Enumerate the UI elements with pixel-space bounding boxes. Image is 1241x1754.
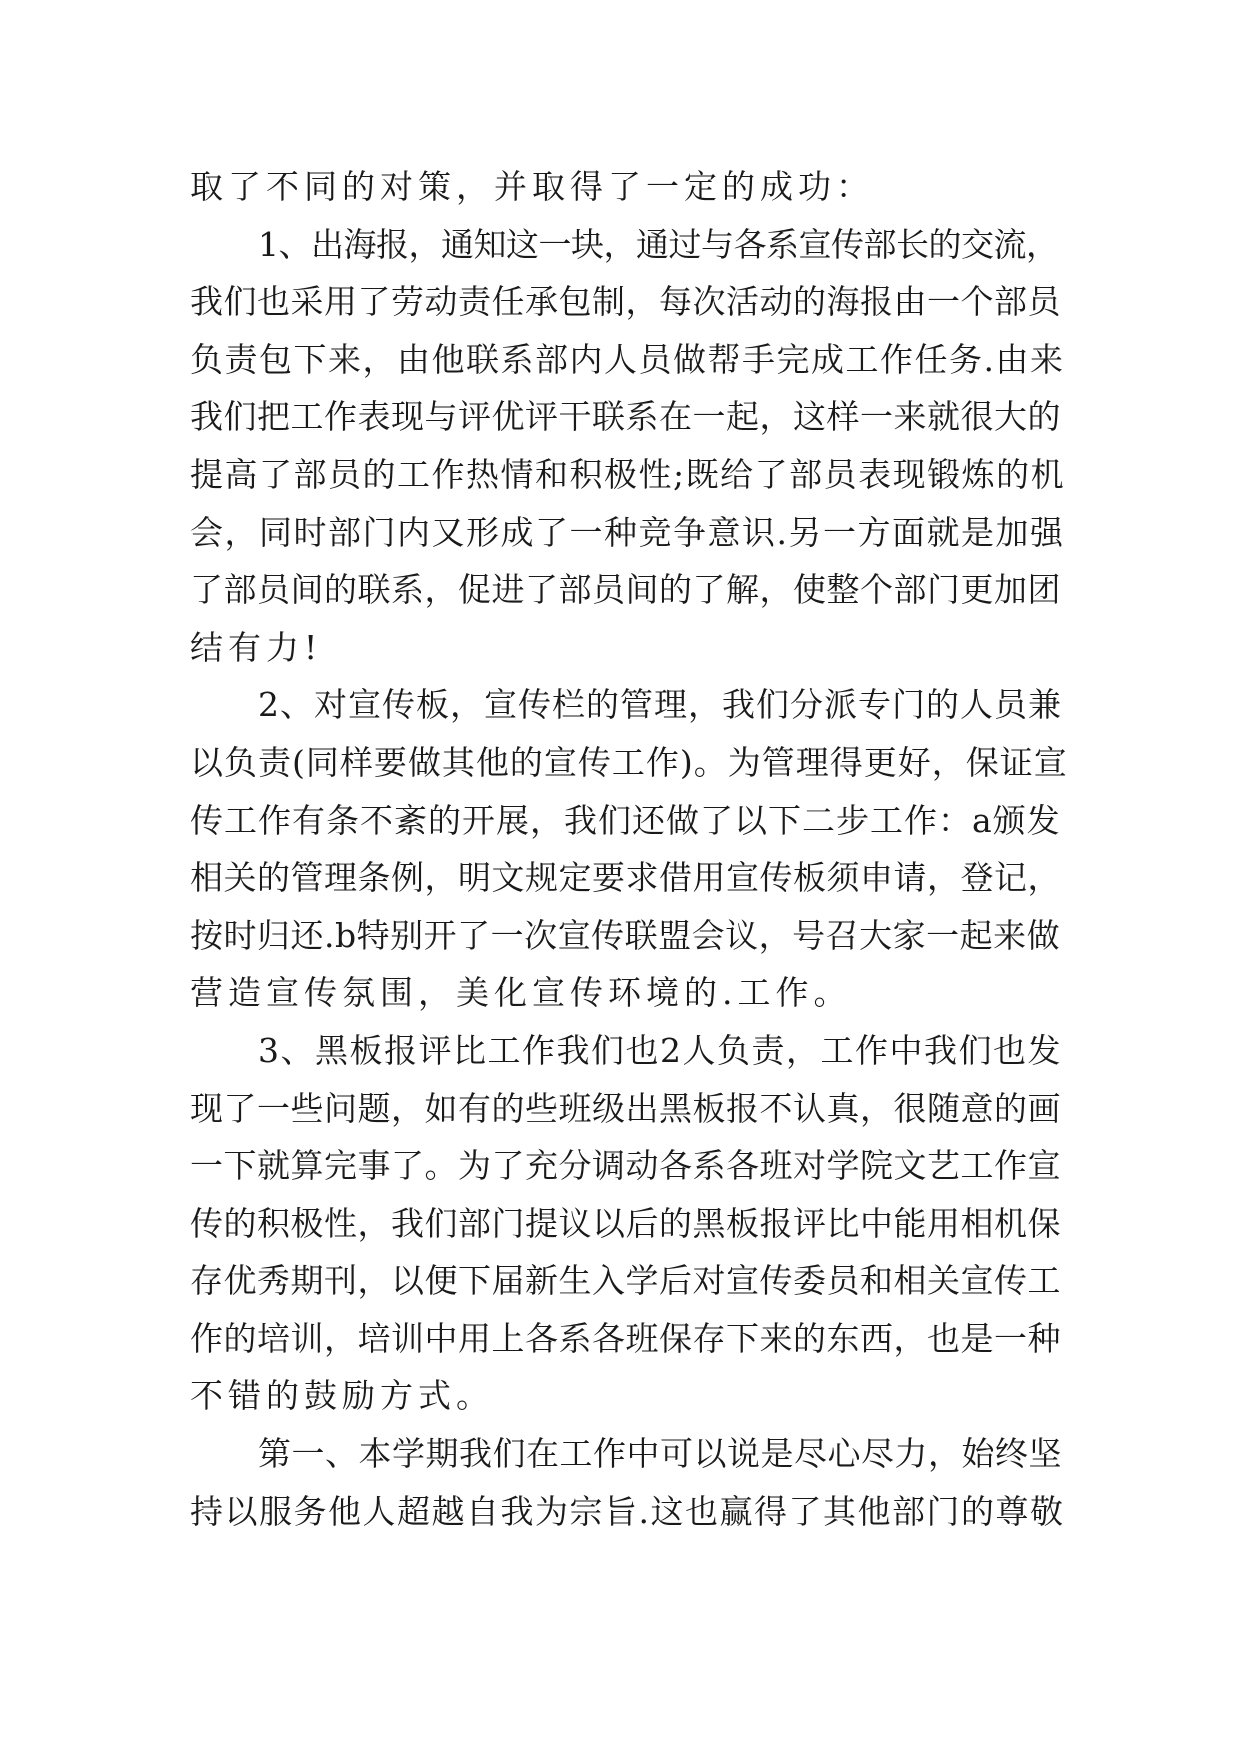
text-line: 不错的鼓励方式。 [190, 1376, 494, 1416]
text-line: 我们把工作表现与评优评干联系在一起，这样一来就很大的 [190, 397, 1061, 437]
text-line: 负责包下来，由他联系部内人员做帮手完成工作任务.由来 [190, 339, 1065, 379]
text-line: 现了一些问题，如有的些班级出黑板报不认真，很随意的画 [190, 1088, 1061, 1128]
text-line: 持以服务他人超越自我为宗旨.这也赢得了其他部门的尊敬 [190, 1491, 1065, 1531]
text-line: 会，同时部门内又形成了一种竞争意识.另一方面就是加强 [190, 512, 1065, 552]
paragraph-first-line: 第一、本学期我们在工作中可以说是尽心尽力，始终坚 [258, 1434, 1062, 1474]
document-body [190, 158, 1070, 1540]
text-line: 按时归还.b特别开了一次宣传联盟会议，号召大家一起来做 [190, 915, 1061, 955]
text-line: 结有力! [190, 627, 323, 667]
text-line: 以负责(同样要做其他的宣传工作)。为管理得更好，保证宣 [190, 742, 1068, 782]
text-line: 提高了部员的工作热情和积极性;既给了部员表现锻炼的机 [190, 454, 1066, 494]
text-line: 存优秀期刊，以便下届新生入学后对宣传委员和相关宣传工 [190, 1261, 1061, 1301]
paragraph-first-line: 1、出海报，通知这一块，通过与各系宣传部长的交流， [258, 224, 1059, 264]
paragraph-first-line: 3、黑板报评比工作我们也2人负责，工作中我们也发 [258, 1030, 1062, 1070]
text-line: 营造宣传氛围，美化宣传环境的.工作。 [190, 973, 852, 1013]
text-line: 了部员间的联系，促进了部员间的了解，使整个部门更加团 [190, 570, 1061, 610]
text-line: 一下就算完事了。为了充分调动各系各班对学院文艺工作宣 [190, 1146, 1061, 1186]
text-line: 取了不同的对策，并取得了一定的成功： [190, 167, 874, 206]
text-line: 相关的管理条例，明文规定要求借用宣传板须申请，登记， [190, 858, 1061, 898]
paragraph-first-line: 2、对宣传板，宣传栏的管理，我们分派专门的人员兼 [258, 685, 1062, 725]
text-line: 作的培训，培训中用上各系各班保存下来的东西，也是一种 [190, 1318, 1061, 1358]
text-line: 我们也采用了劳动责任承包制，每次活动的海报由一个部员 [190, 282, 1061, 322]
text-line: 传工作有条不紊的开展，我们还做了以下二步工作：a颁发 [190, 800, 1061, 840]
text-line: 传的积极性，我们部门提议以后的黑板报评比中能用相机保 [190, 1203, 1061, 1243]
